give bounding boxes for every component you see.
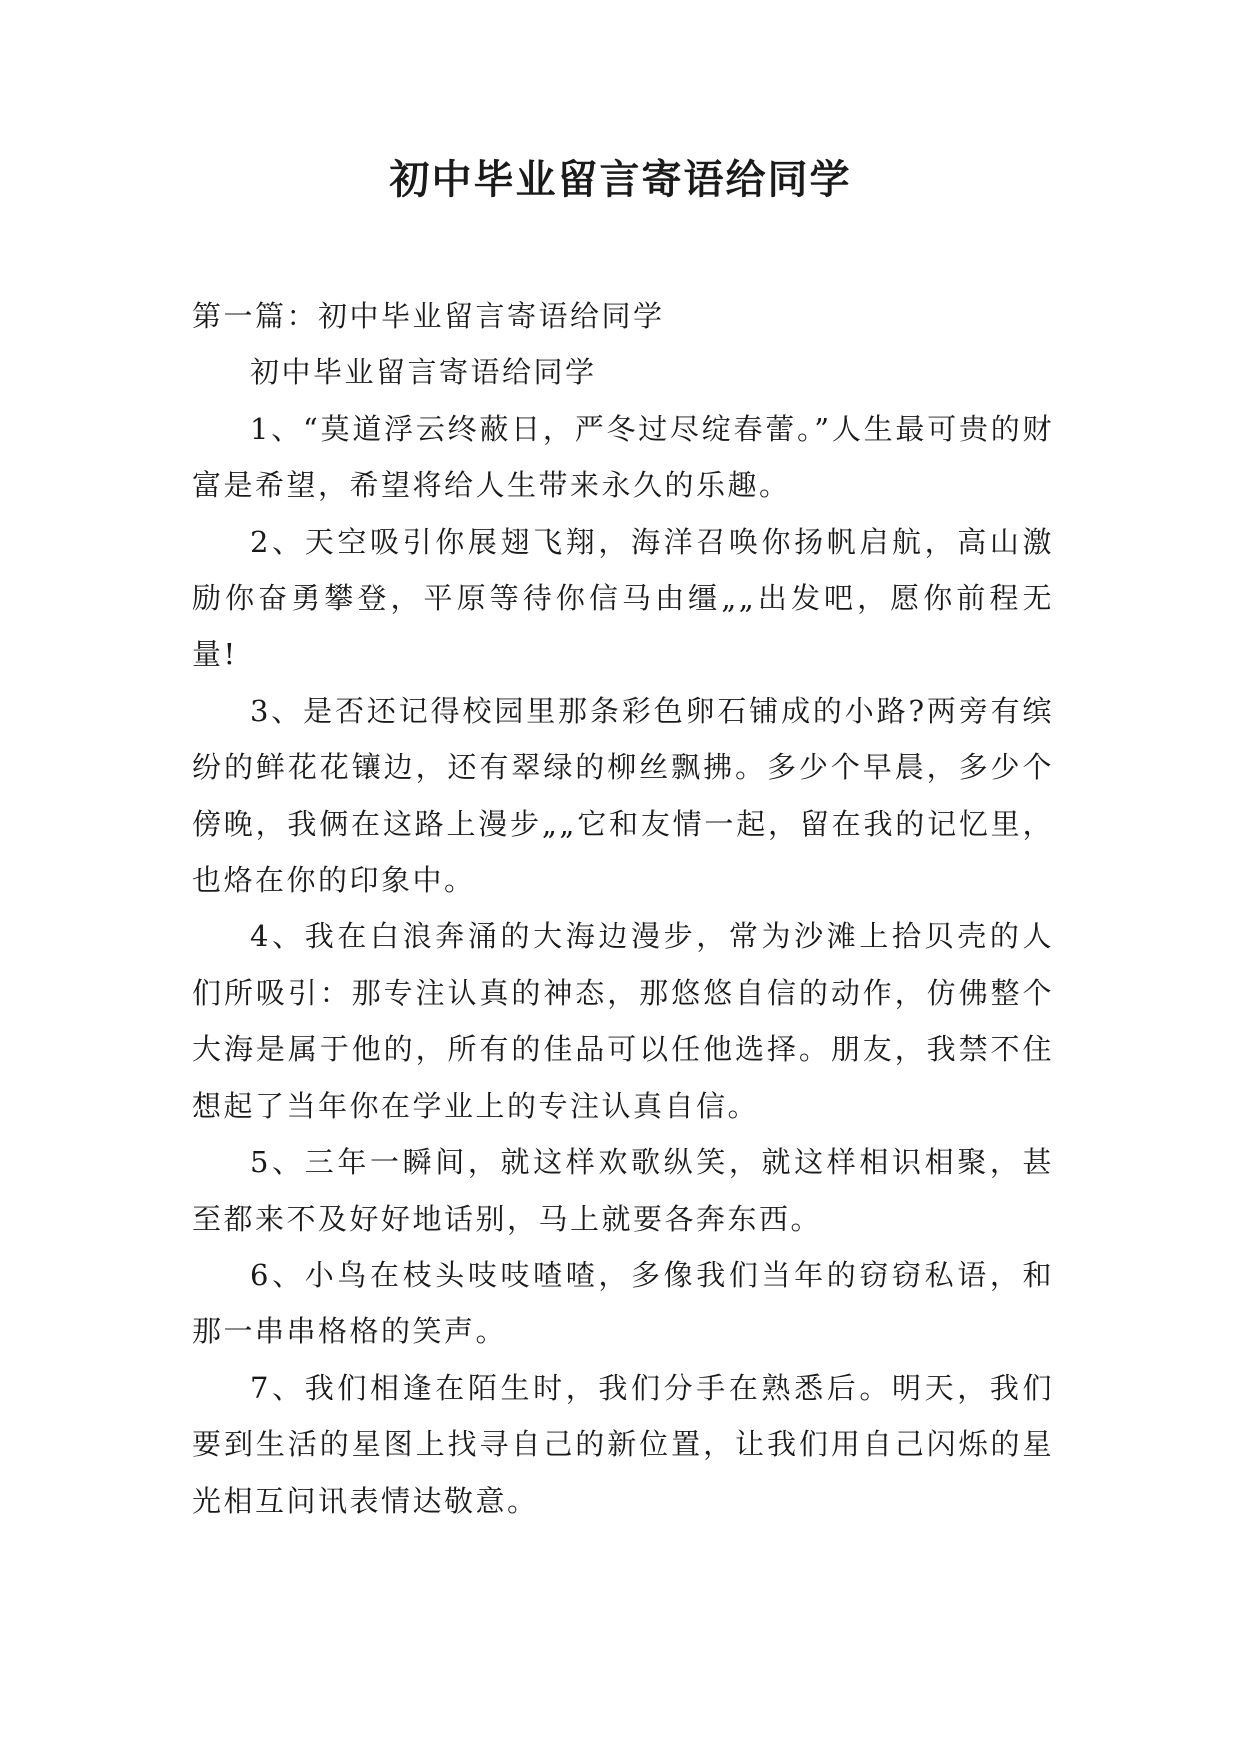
document-body — [192, 288, 1054, 1529]
paragraph-3: 3、是否还记得校园里那条彩色卵石铺成的小路?两旁有缤纷的鲜花花镶边，还有翠绿的柳丝飘拂。多少个早晨，多少个傍晚，我俩在这路上漫步„„它和友情一起，留在我的记忆里，也烙在你的印象中。 — [192, 693, 1054, 898]
paragraph-5: 5、三年一瞬间，就这样欢歌纵笑，就这样相识相聚，甚至都来不及好好地话别，马上就要各奔东西。 — [192, 1145, 1054, 1236]
paragraph-6: 6、小鸟在枝头吱吱喳喳，多像我们当年的窃窃私语，和那一串串格格的笑声。 — [192, 1257, 1054, 1349]
paragraph-7: 7、我们相逢在陌生时，我们分手在熟悉后。明天，我们要到生活的星图上找寻自己的新位置，让我们用自己闪烁的星光相互问讯表情达敬意。 — [192, 1370, 1054, 1518]
section-heading: 第一篇：初中毕业留言寄语给同学 — [192, 299, 665, 333]
section-subtitle: 初中毕业留言寄语给同学 — [250, 355, 597, 390]
paragraph-4: 4、我在白浪奔涌的大海边漫步，常为沙滩上拾贝壳的人们所吸引：那专注认真的神态，那悠悠自信的动作，仿佛整个大海是属于他的，所有的佳品可以任他选择。朋友，我禁不住想起了当年你在学业上的专注认真自信。 — [192, 919, 1054, 1123]
paragraph-2: 2、天空吸引你展翅飞翔，海洋召唤你扬帆启航，高山激励你奋勇攀登，平原等待你信马由缰„„出发吧，愿你前程无量! — [192, 524, 1054, 672]
document-title: 初中毕业留言寄语给同学 — [389, 156, 852, 203]
paragraph-1: 1、“莫道浮云终蔽日，严冬过尽绽春蕾。”人生最可贵的财富是希望，希望将给人生带来永久的乐趣。 — [192, 411, 1054, 503]
